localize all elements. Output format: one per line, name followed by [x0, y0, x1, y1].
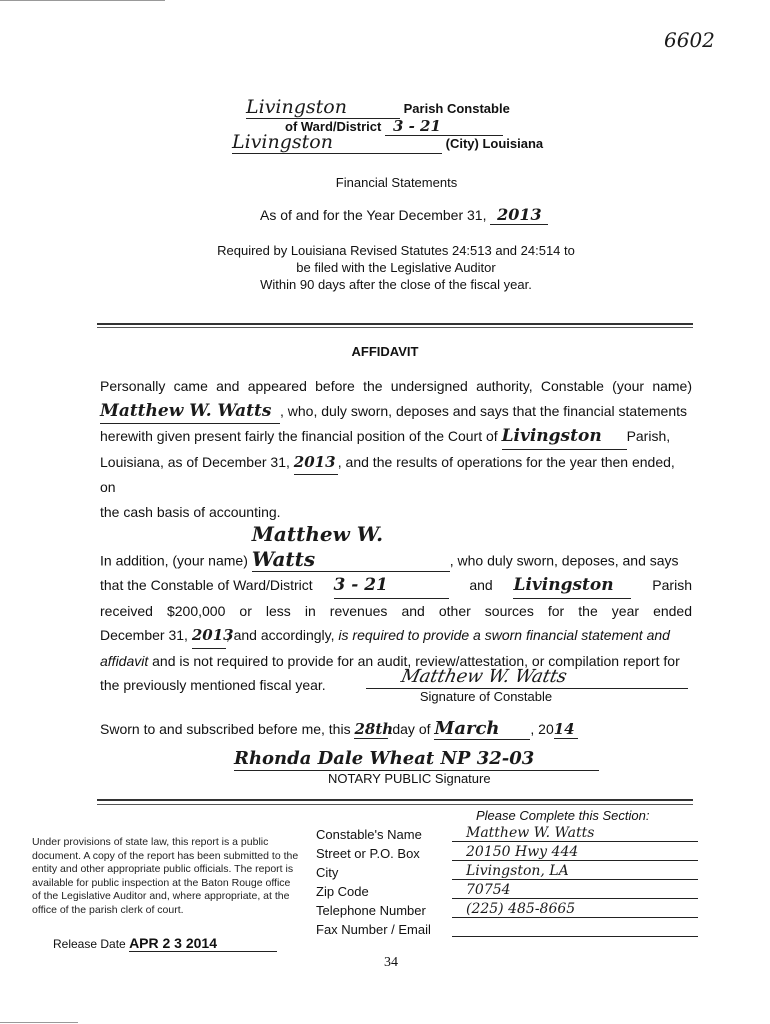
- contact-row-constable-name: [316, 823, 698, 842]
- contact-value-street: 20150 Hwy 444: [452, 844, 698, 861]
- scan-line-bottom: [0, 1022, 78, 1023]
- constable-signature: Matthew W. Watts: [399, 666, 569, 687]
- p2-line-5b: and is not required to provide for an audit, review/attestation, or compilation report for: [152, 652, 680, 669]
- p2-ward: 3 - 21: [334, 573, 449, 599]
- p1-line-1: Personally came and appeared before the undersigned authority, Constable (your name): [100, 378, 692, 394]
- required-line-2: be filed with the Legislative Auditor: [296, 260, 496, 275]
- divider-bottom: [97, 799, 693, 801]
- signature-label: Signature of Constable: [419, 689, 553, 704]
- header-line-3: [232, 131, 543, 154]
- p1-mid-text: , who, duly sworn, deposes and says that the financial statements: [280, 402, 688, 419]
- p1-line-2: [100, 399, 692, 425]
- header-line-1: [246, 96, 510, 119]
- p1-constable-name: Matthew W. Watts: [100, 399, 280, 425]
- city-louisiana-label: (City) Louisiana: [445, 136, 544, 151]
- parish-written: Livingston: [246, 96, 400, 119]
- p2-parish-label: Parish: [652, 577, 692, 593]
- page-number: 34: [384, 955, 398, 970]
- contact-row-city: [316, 861, 698, 880]
- p1-line-4b: , and the results of operations for the year then ended, on: [100, 453, 675, 495]
- p1-line-4a: Louisiana, as of December 31,: [100, 453, 290, 470]
- p1-line-3: [100, 424, 692, 450]
- p1-line-5: the cash basis of accounting.: [100, 503, 281, 520]
- sworn-day: 28th: [354, 720, 394, 738]
- p2-line-2a: that the Constable of Ward/District: [100, 577, 313, 593]
- sworn-month: March: [434, 718, 530, 740]
- contact-row-telephone: [316, 899, 698, 918]
- p2-mid: , who duly sworn, deposes, and says: [449, 552, 679, 569]
- p2-line-2: [100, 573, 692, 599]
- divider-top-thin: [97, 327, 693, 328]
- divider-bottom-thin: [97, 804, 693, 805]
- p2-line-5a: affidavit: [100, 652, 149, 669]
- contact-fields: [316, 823, 698, 937]
- handwritten-page-number: 6602: [664, 28, 715, 52]
- p2-line-4: [100, 623, 692, 649]
- contact-value-city: Livingston, LA: [452, 863, 698, 880]
- notary-signature: Rhonda Dale Wheat NP 32-03: [234, 748, 535, 769]
- scan-line-top: [0, 0, 165, 1]
- city-written: Livingston: [232, 131, 442, 154]
- p1-line-4: [100, 450, 692, 500]
- sworn-label: Sworn to and subscribed before me, this: [100, 721, 351, 737]
- required-statement: [190, 242, 602, 293]
- ward-written: 3 - 21: [385, 117, 503, 136]
- p2-line-6: the previously mentioned fiscal year.: [100, 677, 326, 693]
- p2-intro: In addition, (your name): [100, 552, 248, 569]
- contact-row-fax-email: [316, 918, 698, 937]
- p2-year: 2013: [192, 623, 226, 649]
- contact-row-street: [316, 842, 698, 861]
- p2-line-4a: December 31,: [100, 627, 188, 643]
- p2-and: and: [469, 577, 493, 593]
- p2-line-3: received $200,000 or less in revenues and other sources for the year ended: [100, 602, 692, 619]
- of-ward-label: of Ward/District: [285, 119, 382, 134]
- contact-value-zip-code: 70754: [452, 882, 698, 899]
- release-date-label: Release Date: [53, 937, 126, 951]
- p1-line-3b: Parish,: [626, 428, 671, 444]
- sworn-year: 14: [554, 720, 578, 739]
- p1-year: 2013: [294, 450, 338, 476]
- sworn-year-prefix: , 20: [530, 721, 554, 737]
- contact-value-constable-name: Matthew W. Watts: [452, 825, 698, 842]
- public-notice: Under provisions of state law, this report is a public document. A copy of the report has been submitted to the entity and other appropriate public officials. The report is available for public inspection at the Baton Rouge office of the Legislative Auditor and, where appropriate, at the office of the parish clerk of court.: [32, 836, 299, 916]
- release-date: [53, 935, 277, 952]
- sworn-line: [100, 718, 578, 740]
- as-of-line: [260, 205, 548, 225]
- required-line-1: Required by Louisiana Revised Statutes 24:513 and 24:514 to: [217, 243, 575, 258]
- contact-row-zip-code: [316, 880, 698, 899]
- contact-label-zip-code: Zip Code: [316, 884, 369, 899]
- p2-line-4c: is required to provide a sworn financial statement and: [338, 627, 670, 643]
- p2-line-1: [100, 522, 692, 573]
- divider-top: [97, 323, 693, 325]
- contact-label-city: City: [316, 865, 339, 880]
- required-line-3: Within 90 days after the close of the fiscal year.: [260, 277, 532, 292]
- p2-parish: Livingston: [513, 573, 631, 599]
- notary-label: NOTARY PUBLIC Signature: [328, 771, 491, 786]
- year-written: 2013: [490, 205, 548, 225]
- affidavit-title: AFFIDAVIT: [351, 344, 419, 359]
- contact-value-fax-email: [452, 920, 698, 937]
- financial-statements-title: Financial Statements: [335, 175, 458, 190]
- p2-constable-name: Matthew W. Watts: [252, 522, 450, 572]
- contact-label-constable-name: Constable's Name: [316, 827, 422, 842]
- contact-value-telephone: (225) 485-8665: [452, 901, 698, 918]
- contact-label-telephone: Telephone Number: [316, 903, 426, 918]
- p1-line-3a: herewith given present fairly the financial position of the Court of: [100, 428, 498, 444]
- release-date-value: APR 2 3 2014: [129, 935, 277, 952]
- p2-line-4b: , and accordingly,: [225, 627, 335, 643]
- parish-constable-label: Parish Constable: [403, 101, 510, 116]
- please-complete-label: Please Complete this Section:: [476, 808, 650, 823]
- as-of-label: As of and for the Year December 31,: [260, 207, 487, 223]
- contact-label-fax-email: Fax Number / Email: [316, 922, 431, 937]
- contact-label-street: Street or P.O. Box: [316, 846, 420, 861]
- p1-court-parish: Livingston: [502, 424, 627, 450]
- affidavit-paragraph-1: [100, 374, 692, 524]
- day-of-label: day of: [392, 721, 431, 737]
